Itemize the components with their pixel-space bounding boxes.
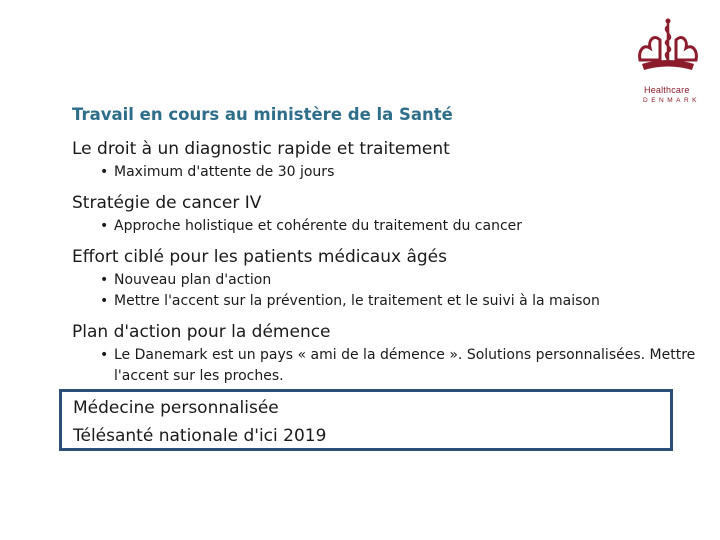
bullet-text: Maximum d'attente de 30 jours [114,164,335,180]
bullet-icon: • [100,218,109,234]
bullet-text: Le Danemark est un pays « ami de la démence ». Solutions personnalisées. Mettre l'accent sur les proches. [114,347,696,384]
bullet-item [72,216,702,237]
logo-country-text: DENMARK [643,97,701,104]
section-heading: Le droit à un diagnostic rapide et traitement [72,139,450,159]
healthcare-denmark-logo [636,16,700,112]
bullet-icon: • [100,272,109,288]
bullet-item [72,162,702,183]
bullet-icon: • [100,293,109,309]
bullet-text: Nouveau plan d'action [114,272,272,288]
section-heading: Stratégie de cancer IV [72,193,262,213]
slide-title: Travail en cours au ministère de la Santé [72,105,453,124]
section-heading: Plan d'action pour la démence [72,322,331,342]
bullet-text: Mettre l'accent sur la prévention, le traitement et le suivi à la maison [114,293,600,309]
highlighted-box [59,389,673,451]
bullet-item [72,291,702,312]
slide-content [72,136,702,387]
crown-logo-icon [636,16,700,86]
logo-brand-text: Healthcare [644,85,690,95]
section-heading: Effort ciblé pour les patients médicaux âgés [72,247,447,267]
bullet-icon: • [100,164,109,180]
highlighted-item: Médecine personnalisée [73,398,279,418]
bullet-text: Approche holistique et cohérente du traitement du cancer [114,218,523,234]
bullet-item [72,345,702,387]
highlighted-item: Télésanté nationale d'ici 2019 [73,426,327,446]
bullet-item [72,270,702,291]
bullet-icon: • [100,347,109,363]
